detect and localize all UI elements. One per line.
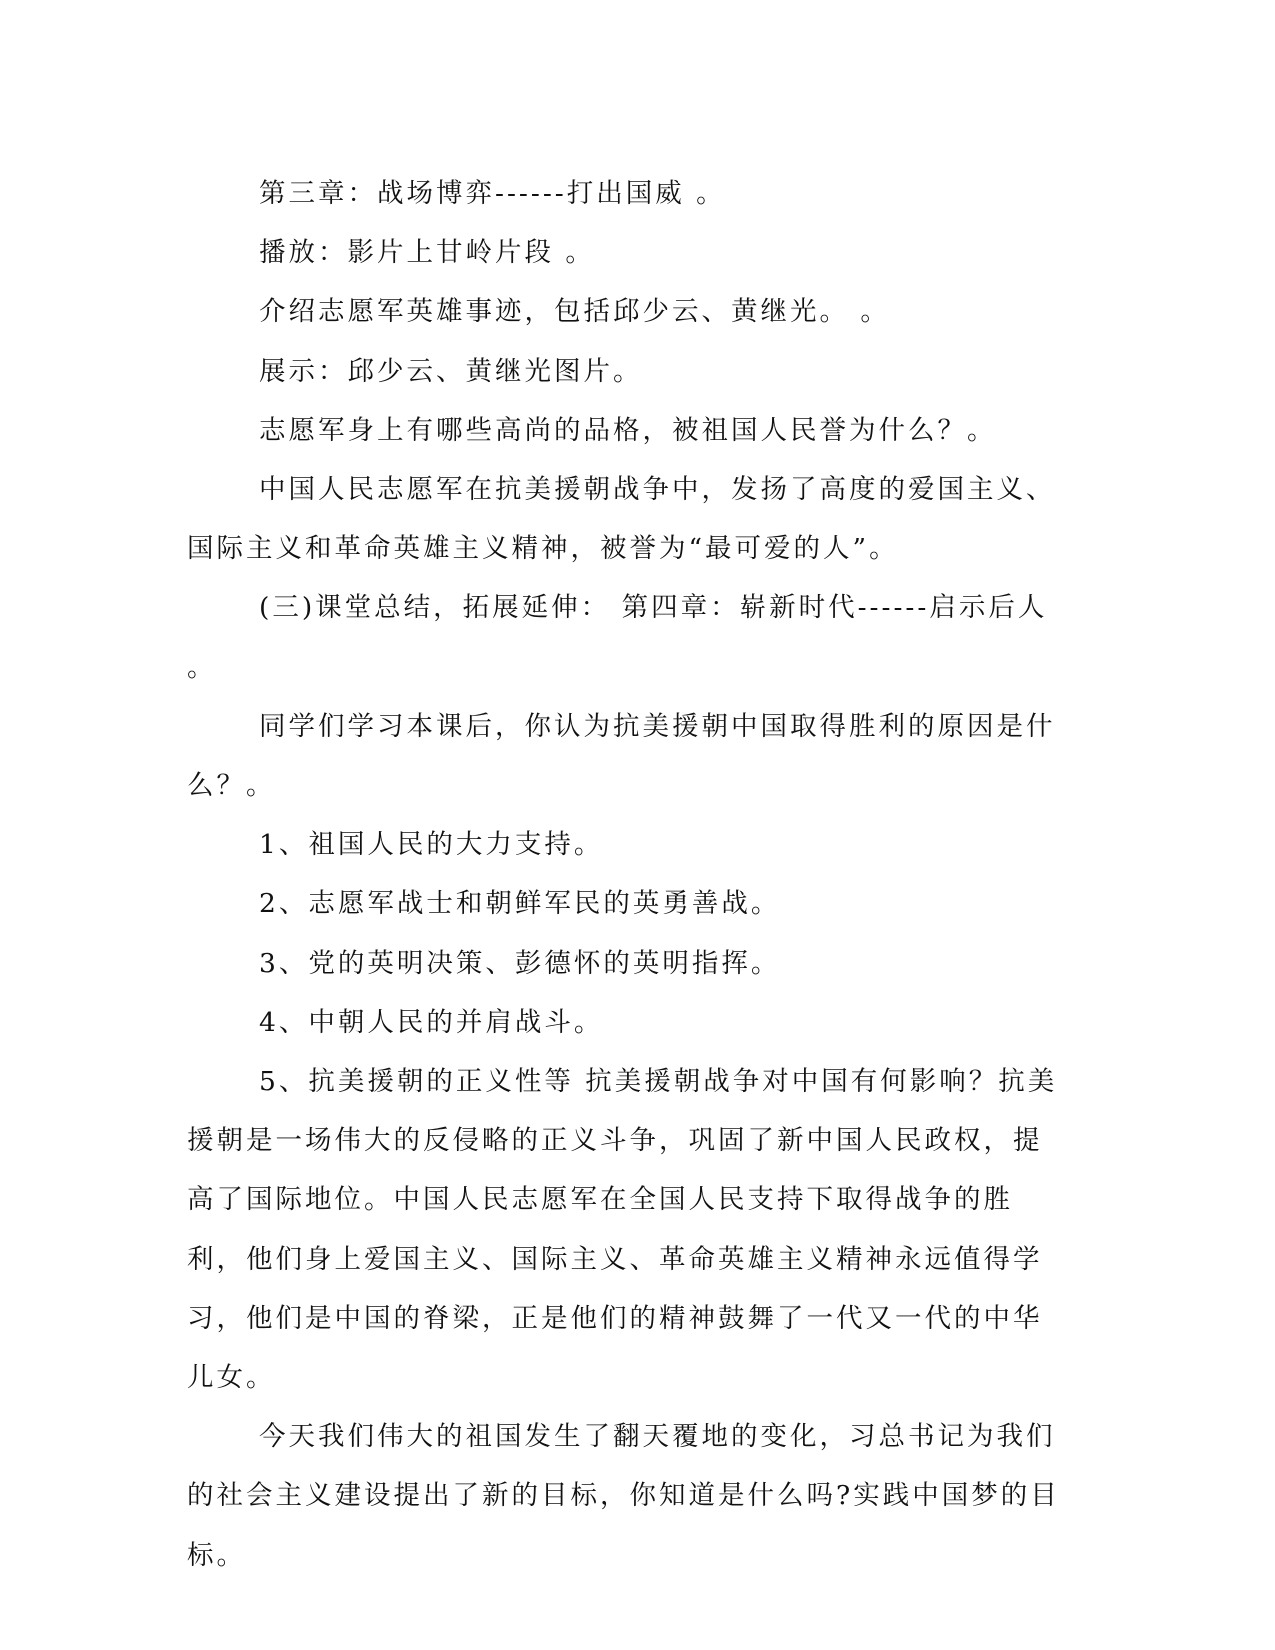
list-item-reason-4: 4、中朝人民的并肩战斗。 [259,1006,604,1038]
paragraph-play-film: 播放：影片上甘岭片段 。 [259,237,595,269]
paragraph-volunteer-spirit: 中国人民志愿军在抗美援朝战争中，发扬了高度的爱国主义、国际主义和革命英雄主义精神，被誉为“最可爱的人”。 [187,474,1056,565]
list-item-reason-5-and-impact: 5、抗美援朝的正义性等 抗美援朝战争对中国有何影响？抗美援朝是一场伟大的反侵略的正义斗争，巩固了新中国人民政权，提高了国际地位。中国人民志愿军在全国人民支持下取得战争的胜利，他们身上爱国主义、国际主义、革命英雄主义精神永远值得学习，他们是中国的脊梁，正是他们的精神鼓舞了一代又一代的中华儿女。 [187,1066,1058,1394]
document-body [187,164,1067,1585]
paragraph-china-dream: 今天我们伟大的祖国发生了翻天覆地的变化，习总书记为我们的社会主义建设提出了新的目标，你知道是什么吗?实践中国梦的目标。 [187,1421,1060,1571]
paragraph-question-qualities: 志愿军身上有哪些高尚的品格，被祖国人民誉为什么？。 [259,414,997,446]
paragraph-introduce-heroes: 介绍志愿军英雄事迹，包括邱少云、黄继光。 。 [259,296,890,328]
paragraph-question-victory: 同学们学习本课后，你认为抗美援朝中国取得胜利的原因是什么？。 [187,710,1056,802]
list-item-reason-1: 1、祖国人民的大力支持。 [259,829,604,861]
list-item-reason-2: 2、志愿军战士和朝鲜军民的英勇善战。 [259,888,781,920]
paragraph-chapter-three: 第三章：战场博弈------打出国威 。 [259,178,726,209]
paragraph-show-pictures: 展示：邱少云、黄继光图片。 [259,355,643,387]
list-item-reason-3: 3、党的英明决策、彭德怀的英明指挥。 [259,947,781,979]
paragraph-summary-chapter-four: (三)课堂总结，拓展延伸： 第四章：崭新时代------启示后人 。 [187,592,1048,683]
